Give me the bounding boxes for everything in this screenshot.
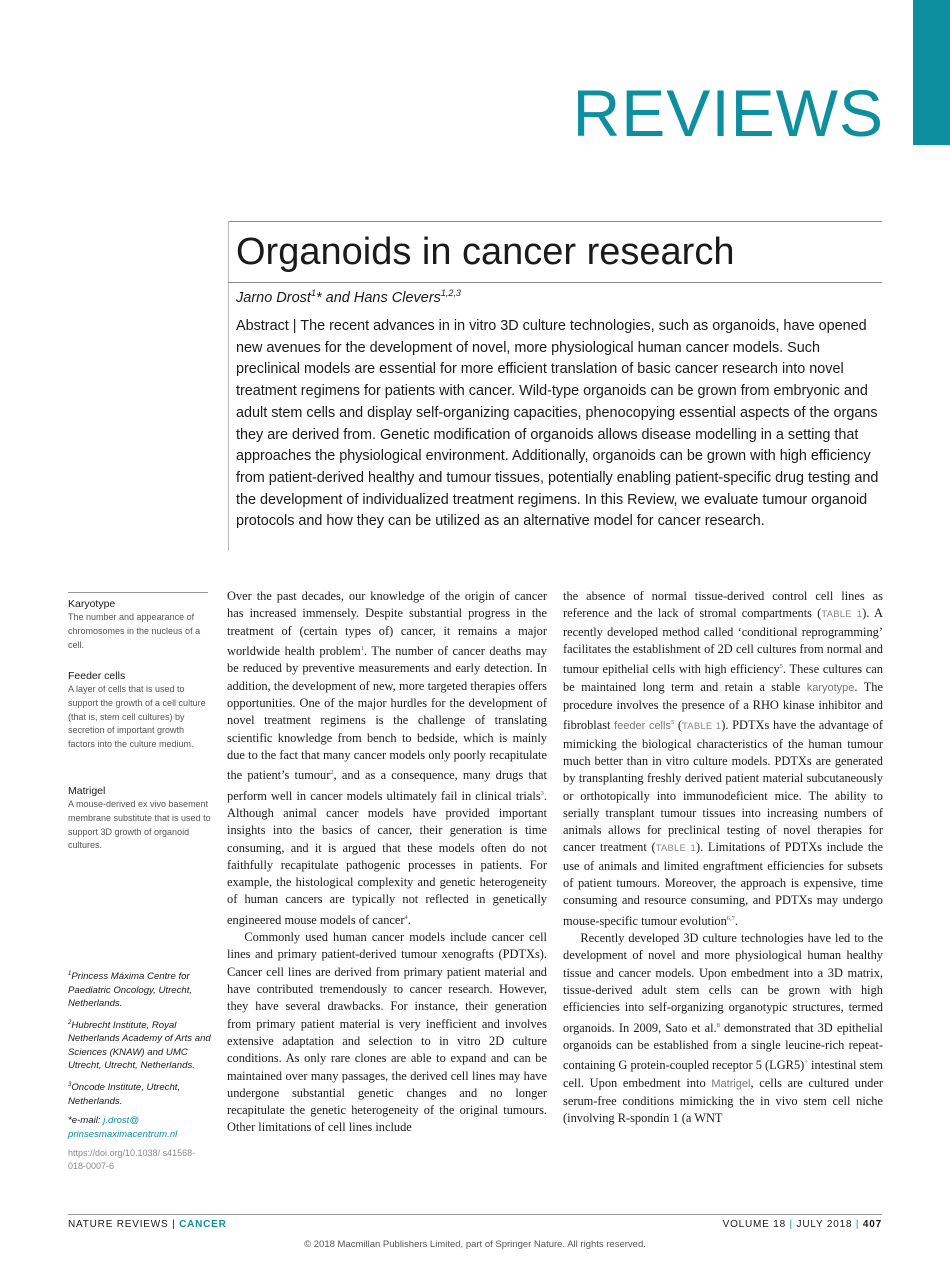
author-name: Jarno Drost	[236, 289, 311, 306]
issue-date: JULY 2018	[796, 1219, 853, 1230]
journal-name: NATURE REVIEWS	[68, 1219, 169, 1230]
contact	[68, 1114, 213, 1141]
reference-link[interactable]: 6,7	[726, 914, 735, 922]
abstract: Abstract | The recent advances in in vitro 3D culture technologies, such as organoids, have opened new avenues for the development of novel, more physiological human cancer models. Such preclinical models are essential for more efficient translation of basic cancer research into novel treatment regimens for patients with cancer. Wild-type organoids can be grown from embryonic and adult stem cells and display self-organizing capacities, phenocopying essential aspects of the organs they are derived from. Genetic modification of organoids allows disease modelling in a setting that approaches the physiological environment. Additionally, organoids can be grown with high efficiency from patient-derived healthy and tumour tissues, potentially enabling patient-specific drug testing and the development of individualized treatment regimens. In this Review, we evaluate tumour organoid protocols and how they can be utilized as an alternative model for cancer research.	[236, 318, 879, 530]
author-affiliation-sup: 1	[310, 288, 316, 298]
section-label: REVIEWS	[572, 76, 884, 150]
affiliation	[68, 968, 213, 1011]
author-affiliation-sup: 1,2,3	[440, 288, 461, 298]
glossary-entry	[68, 597, 213, 652]
glossary-entry	[68, 784, 213, 853]
affiliation-sup: 1	[68, 971, 72, 977]
glossary-link[interactable]: feeder cells	[614, 720, 671, 733]
reference-link[interactable]: 3	[540, 789, 544, 797]
glossary-definition: The number and appearance of chromosomes in the nucleus of a cell.	[68, 612, 201, 650]
glossary-link[interactable]: Matrigel	[711, 1077, 751, 1090]
glossary-definition: A mouse-derived ex vivo basement membrane substitute that is used to support 3D growth of organoid cultures.	[68, 799, 211, 851]
glossary-term: Matrigel	[68, 785, 106, 797]
volume: VOLUME 18	[722, 1219, 786, 1230]
affiliations	[68, 968, 213, 1173]
footer-rule	[68, 1214, 882, 1215]
body-column-2	[563, 588, 883, 1128]
reference-link[interactable]: 5	[670, 719, 675, 727]
affiliation-text: Oncode Institute, Utrecht, Netherlands.	[68, 1082, 181, 1107]
reference-link[interactable]: 4	[404, 913, 408, 921]
table-reference[interactable]: TABLE 1	[681, 721, 722, 733]
sidebar-rule	[68, 592, 208, 593]
footer-journal: NATURE REVIEWS | CANCER	[68, 1219, 227, 1230]
affiliation-text: Hubrecht Institute, Royal Netherlands Academy of Arts and Sciences (KNAW) and UMC Utrecht, Utrecht, Netherlands.	[68, 1019, 211, 1072]
doi-link[interactable]: https://doi.org/10.1038/ s41568-018-0007-6	[68, 1148, 196, 1172]
reference-link[interactable]: 2	[330, 769, 334, 777]
glossary-link[interactable]: karyotype	[806, 681, 855, 694]
glossary-definition: A layer of cells that is used to support the growth of a cell culture (that is, stem cell cultures) by secretion of important growth factors into the culture medium.	[68, 684, 206, 750]
abstract-text: The recent advances in in vitro 3D culture technologies, such as organoids, have opened new avenues for the development of novel, more physiological human cancer models. Such preclinical models are essential for more efficient translation of basic cancer research into novel treatment regimens for patients with cancer. Wild-type organoids can be grown from embryonic and adult stem cells and display self-organizing capacities, phenocopying essential aspects of the organs they are derived from. Genetic modification of organoids allows disease modelling in a setting that approaches the physiological environment. Additionally, organoids can be grown with high efficiency from patient-derived healthy and tumour tissues, potentially enabling patient-specific drug testing and the development of individualized treatment regimens. In this Review, we evaluate tumour organoid protocols and how they can be utilized as an alternative model for cancer research.	[236, 318, 879, 530]
corresponding-mark: *	[315, 289, 322, 306]
author-name: Hans Clevers	[353, 289, 441, 306]
table-reference[interactable]: TABLE 1	[655, 843, 696, 855]
title-side-rule	[228, 221, 229, 551]
body-column-1	[227, 588, 547, 1137]
affiliation	[68, 1079, 213, 1108]
glossary-term: Feeder cells	[68, 670, 126, 682]
page-number: 407	[862, 1219, 882, 1230]
title-top-rule	[228, 221, 882, 222]
email-label: *e-mail:	[68, 1115, 101, 1127]
journal-section: CANCER	[179, 1219, 227, 1230]
section-tab-marker	[913, 0, 950, 145]
affiliation-sup: 2	[68, 1019, 72, 1026]
affiliation	[68, 1017, 213, 1073]
footer-issue: VOLUME 18 | JULY 2018 | 407	[722, 1219, 882, 1230]
body-paragraph: Over the past decades, our knowledge of the origin of cancer has increased immensely. Despite substantial progress in the treatment of (certain types of) cancer, it remains a major worldwide health problem$^1$. The number of cancer deaths may be reduced by preventive measurements and early detection. In addition, the development of new, more targeted therapies offers opportunities. One of the major hurdles for the development of novel treatment regimens is the challenge of translating scientific knowledge from bench to bedside, which is mainly due to the fact that many cancer models only poorly recapitulate the patient’s tumour$^2$, and as a consequence, many drugs that perform well in cancer models ultimately fail in clinical trials$^3$. Although animal cancer models have provided important insights into the basics of cancer, their generation is time consuming, and it is argued that these models often do not faithfully recapitulate pathogenic processes in patients. For example, the histological complexity and genetic heterogeneity of human cancers are typically not reflected in genetically engineered mouse models of cancer$^4$.	[227, 589, 548, 927]
article-title: Organoids in cancer research	[236, 231, 735, 273]
reference-link[interactable]: 1	[360, 644, 364, 652]
table-reference[interactable]: TABLE 1	[821, 609, 863, 621]
abstract-label: Abstract	[236, 318, 289, 334]
body-paragraph: Commonly used human cancer models include cancer cell lines and primary patient-derived tumour xenografts (PDTXs). Cancer cell lines are derived from primary patient material and have contributed tremendously to cancer research. However, they have several drawbacks. For instance, their generation from primary patient material is very inefficient and involves extensive adaptation and selection to in vitro 2D culture conditions. As only rare clones are able to expand and can be maintained over many passages, the derived cell lines may have undergone substantial genetic changes and no longer recapitulate the genetic heterogeneity of the original tumours. Other limitations of cell lines include	[227, 930, 547, 1135]
glossary-term: Karyotype	[68, 598, 116, 610]
author-list	[236, 288, 461, 306]
reference-link[interactable]: 8	[716, 1021, 720, 1029]
email-link[interactable]: j.drost@ prinsesmaximacentrum.nl	[68, 1115, 178, 1140]
glossary-entry	[68, 669, 213, 752]
body-paragraph: the absence of normal tissue-derived control cell lines as reference and the lack of stromal compartments (TABLE 1). A recently developed method called ‘conditional reprogramming’ facilitates the establishment of 2D cell cultures from normal and tumour epithelial cells with high efficiency$^5$. These cultures can be maintained long term and retain a stable karyotype. The procedure involves the presence of a RHO kinase inhibitor and fibroblast feeder cells$^5$ (TABLE 1). PDTXs have the advantage of mimicking the biological characteristics of the human tumour much better than in vitro culture models. PDTXs are generated by transplanting freshly derived patient material subcutaneously or orthotopically into immunodeficient mice. The ability to serially transplant tumour tissues into increasing numbers of animals allows for preclinical testing of novel therapies for cancer treatment (TABLE 1). Limitations of PDTXs include the use of animals and limited engraftment efficiencies for subsets of patient tumours. Moreover, the approach is expensive, time consuming and resource consuming, and PDTXs may undergo mouse-specific tumour evolution$^{6,7}$.	[563, 589, 883, 928]
reference-link[interactable]: 5	[779, 663, 783, 671]
body-paragraph: Recently developed 3D culture technologies have led to the development of novel and more physiological human healthy tissue and cancer models. Upon embedment into a 3D matrix, tissue-derived adult stem cells can be grown with high efficiencies into self-organizing organotypic structures, termed organoids. In 2009, Sato et al.$^8$ demonstrated that 3D epithelial organoids can be established from a single leucine-rich repeat-containing G protein-coupled receptor 5 (LGR5)+ intestinal stem cell. Upon embedment into Matrigel, cells are cultured under serum-free conditions mimicking the in vivo stem cell niche (involving R-spondin 1 (a WNT	[563, 931, 883, 1126]
affiliation-text: Princess Máxima Centre for Paediatric Oncology, Utrecht, Netherlands.	[68, 971, 193, 1010]
affiliation-sup: 3	[68, 1081, 72, 1088]
title-bottom-rule	[228, 282, 882, 283]
author-joiner: and	[325, 289, 350, 306]
copyright-notice: © 2018 Macmillan Publishers Limited, part of Springer Nature. All rights reserved.	[304, 1239, 646, 1250]
